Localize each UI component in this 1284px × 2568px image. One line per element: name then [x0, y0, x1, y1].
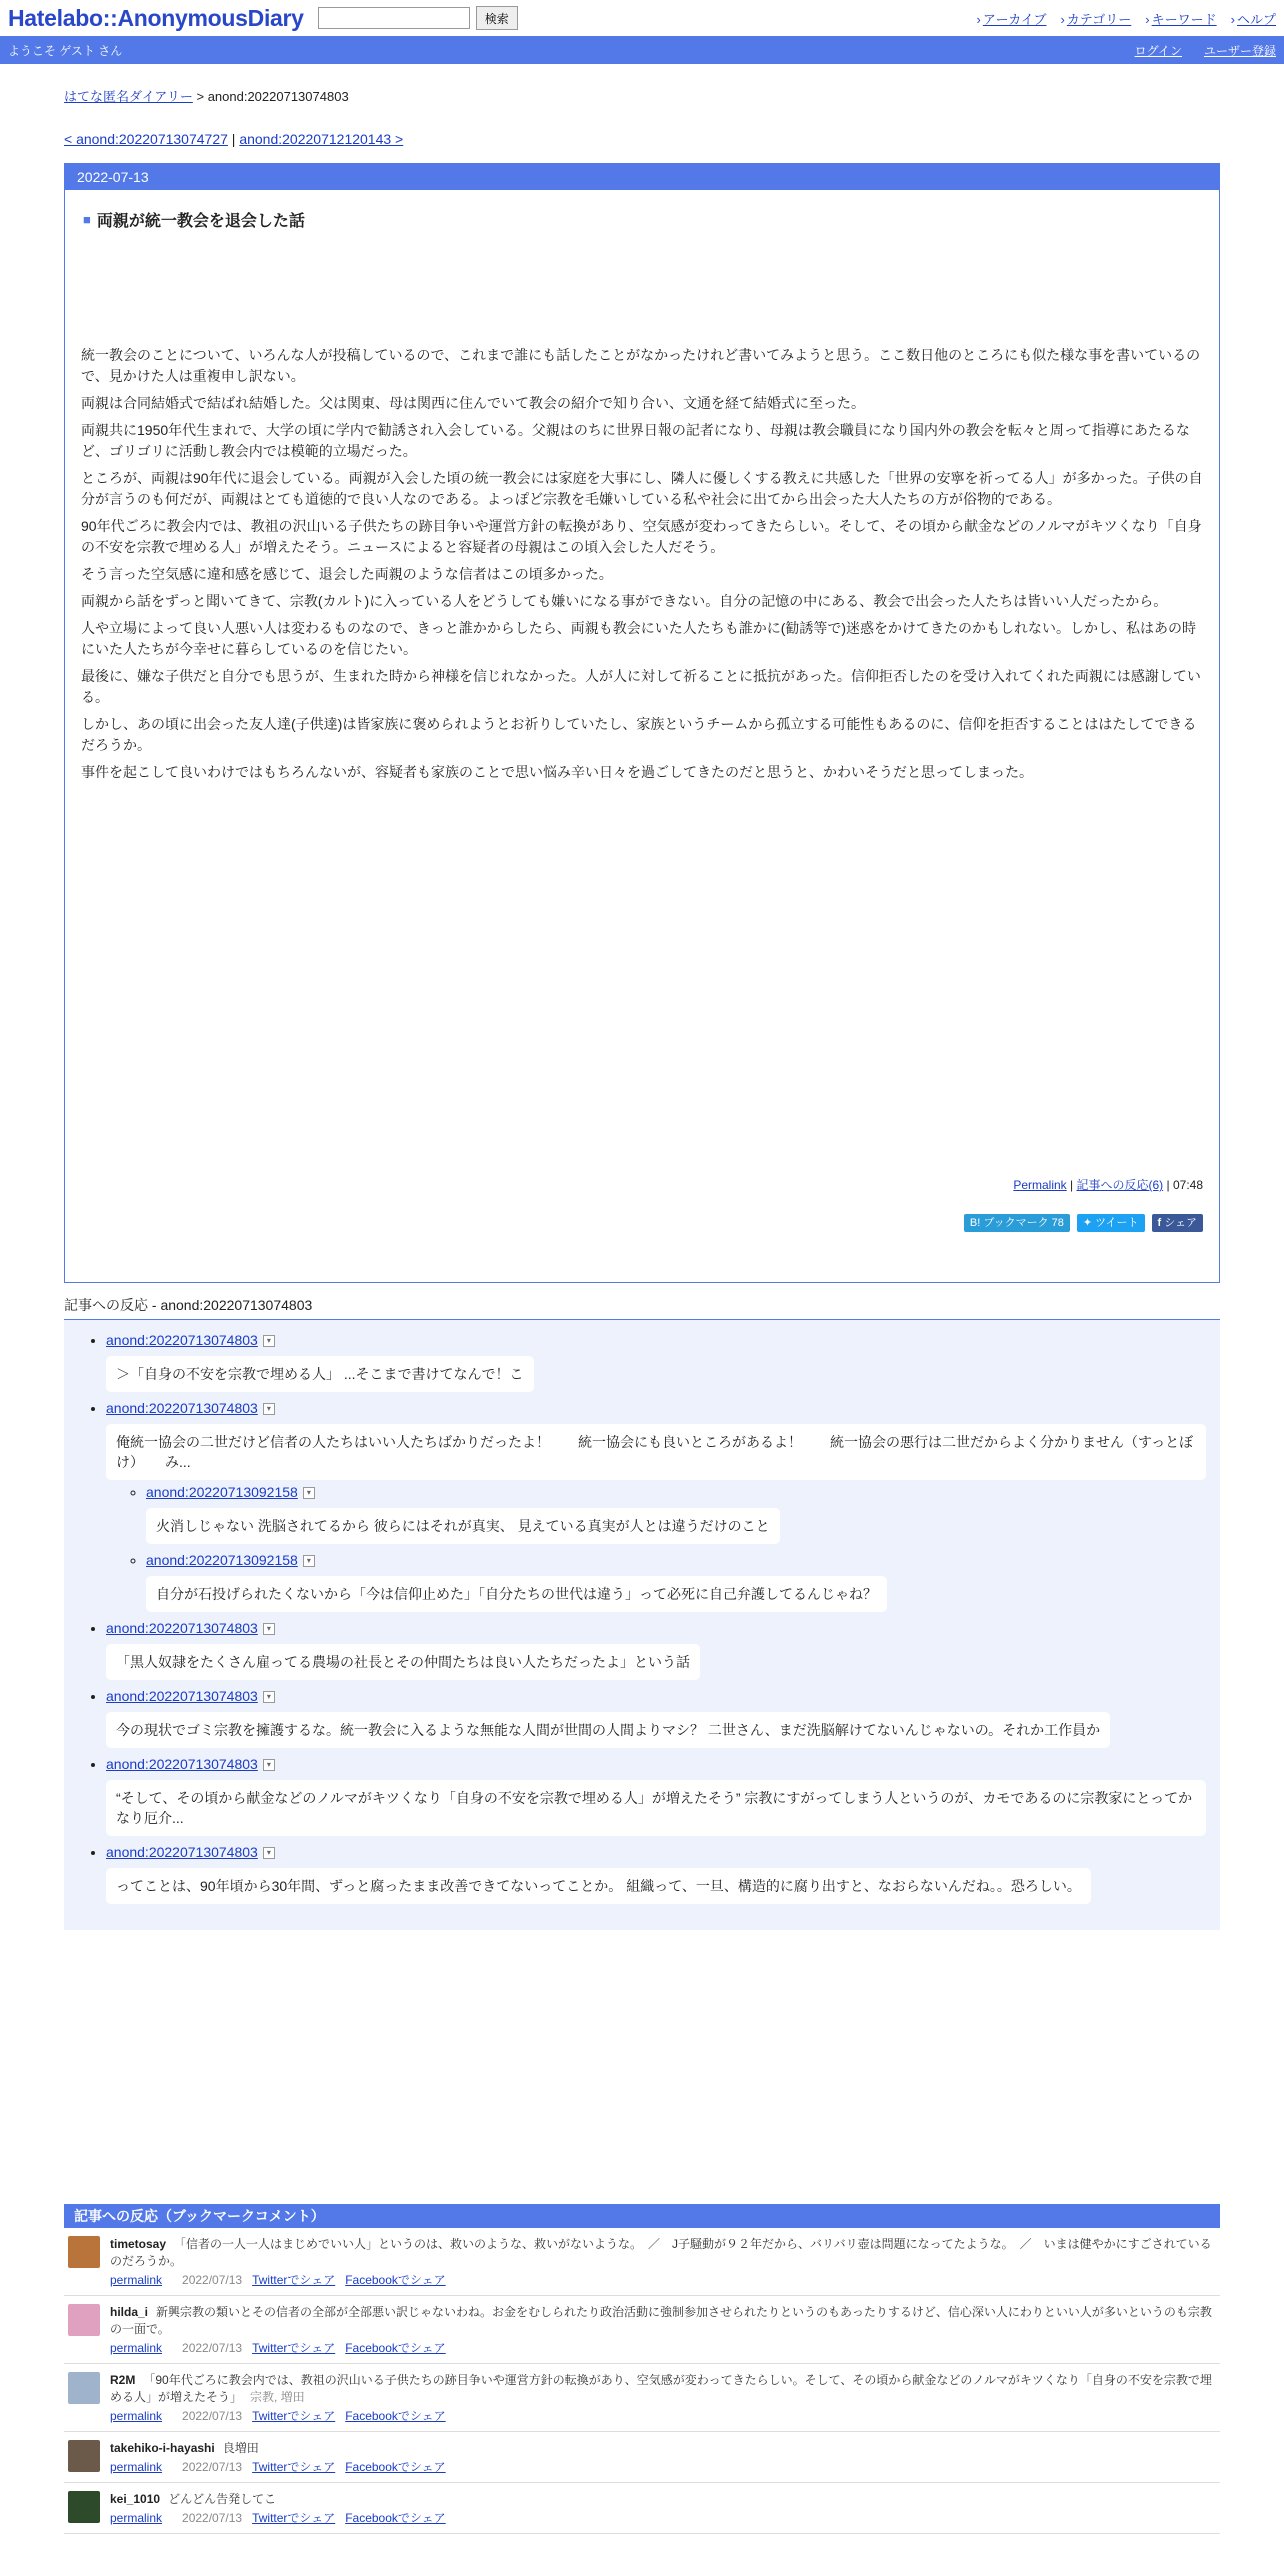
entry-paragraph: 両親から話をずっと聞いてきて、宗教(カルト)に入っている人をどうしても嫌いになる事ができない。自分の記憶の中にある、教会で出会った人たちは皆いい人だったから。: [81, 593, 1168, 609]
bookmark-date: 2022/07/13: [182, 2460, 243, 2474]
avatar[interactable]: [68, 2491, 100, 2523]
entry-paragraph: 最後に、嫌な子供だと自分でも思うが、生まれた時から神様を信じれなかった。人が人に対して祈ることに抵抗があった。信仰拒否したのを受け入れてくれた両親には感謝している。: [81, 668, 1201, 705]
bookmark-meta: [110, 2272, 1216, 2289]
share-buttons: [964, 1214, 1203, 1232]
reaction-item: [106, 1620, 1206, 1680]
bookmark-user[interactable]: hilda_i: [110, 2305, 149, 2319]
dropdown-icon[interactable]: ▾: [303, 1555, 315, 1567]
breadcrumb-current: anond:20220713074803: [207, 89, 349, 104]
bookmark-item: [64, 2432, 1220, 2483]
reaction-excerpt: ってことは、90年頃から30年間、ずっと腐ったまま改善できてないってことか。 組織って、一旦、構造的に腐り出すと、なおらないんだね。。恐ろしい。: [106, 1868, 1091, 1904]
share-facebook-link[interactable]: Facebookでシェア: [345, 2511, 446, 2525]
bookmark-tags[interactable]: 宗教, 増田: [250, 2390, 305, 2404]
bookmark-permalink[interactable]: permalink: [110, 2341, 163, 2355]
welcome-bar: [0, 36, 1284, 64]
bookmark-user[interactable]: takehiko-i-hayashi: [110, 2441, 215, 2455]
breadcrumb: [64, 86, 1220, 105]
reaction-link[interactable]: anond:20220713092158: [146, 1484, 298, 1500]
reactions-link[interactable]: 記事への反応(6): [1076, 1178, 1164, 1192]
reactions-list: [64, 1320, 1220, 1930]
reaction-excerpt: “そして、その頃から献金などのノルマがキツくなり「自身の不安を宗教で埋める人」が増えたそう” 宗教にすがってしまう人というのが、カモであるのに宗教家にとってかなり厄介...: [106, 1780, 1206, 1836]
reaction-excerpt: 自分が石投げられたくないから「今は信仰止めた」「自分たちの世代は違う」って必死に自己弁護してるんじゃね？: [146, 1576, 887, 1612]
reaction-link[interactable]: anond:20220713092158: [146, 1552, 298, 1568]
entry-paragraph: そう言った空気感に違和感を感じて、退会した両親のような信者はこの頃多かった。: [81, 566, 613, 582]
dropdown-icon[interactable]: ▾: [263, 1759, 275, 1771]
register-link[interactable]: ユーザー登録: [1203, 43, 1276, 58]
reaction-excerpt: 火消しじゃない 洗脳されてるから 彼らにはそれが真実、 見えている真実が人とは違うだけのこと: [146, 1508, 780, 1544]
login-link[interactable]: ログイン: [1134, 43, 1182, 58]
bookmark-user[interactable]: timetosay: [110, 2237, 167, 2251]
avatar[interactable]: [68, 2372, 100, 2404]
reaction-link[interactable]: anond:20220713074803: [106, 1332, 258, 1348]
prev-entry-link[interactable]: < anond:20220713074727: [64, 131, 228, 147]
avatar[interactable]: [68, 2440, 100, 2472]
bookmark-list: [64, 2228, 1220, 2534]
avatar[interactable]: [68, 2304, 100, 2336]
share-twitter-link[interactable]: Twitterでシェア: [252, 2511, 336, 2525]
dropdown-icon[interactable]: ▾: [263, 1691, 275, 1703]
bookmark-date: 2022/07/13: [182, 2273, 243, 2287]
bookmark-permalink[interactable]: permalink: [110, 2511, 163, 2525]
bookmark-meta: [110, 2459, 456, 2476]
entry-body: [65, 190, 1219, 1282]
pager: [64, 131, 1220, 147]
reactions-heading: 記事への反応 - anond:20220713074803: [64, 1295, 1220, 1320]
bookmark-meta: [110, 2510, 456, 2527]
reaction-item: [106, 1844, 1206, 1904]
tweet-label: ツイート: [1095, 1217, 1139, 1229]
main-content: [64, 86, 1220, 1930]
top-bar: [0, 0, 1284, 36]
bookmark-item: [64, 2483, 1220, 2534]
reaction-excerpt: 「黒人奴隷をたくさん雇ってる農場の社長とその仲間たちは良い人たちだったよ」という話: [106, 1644, 700, 1680]
search-input[interactable]: [318, 7, 470, 29]
share-twitter-link[interactable]: Twitterでシェア: [252, 2341, 336, 2355]
share-twitter-link[interactable]: Twitterでシェア: [252, 2460, 336, 2474]
footer-separator: |: [1070, 1178, 1074, 1192]
entry-paragraph: 両親共に1950年代生まれで、大学の頃に学内で勧誘され入会している。父親はのちに世界日報の記者になり、母親は教会職員になり国内外の教会を転々と周って指導にあたるなど、ゴリゴリに活動し教会内では模範的立場だった。: [81, 422, 1190, 459]
reaction-child-item: [146, 1484, 1206, 1544]
bookmark-comment: 「信者の一人一人はまじめでいい人」というのは、救いのような、救いがないような。 ／ J子騒動が９２年だから、バリバリ壺は問題になってたような。 ／ いまは健やかにすごされているのだろうか。: [110, 2237, 1212, 2268]
reaction-item: [106, 1688, 1206, 1748]
bookmark-comment: 「90年代ごろに教会内では、教祖の沢山いる子供たちの跡目争いや運営方針の転換があり、空気感が変わってきたらしい。そして、その頃から献金などのノルマがキツくなり「自身の不安を宗教で埋める人」が増えたそう」: [110, 2373, 1212, 2404]
bookmark-item: [64, 2228, 1220, 2296]
reaction-excerpt: ＞「自身の不安を宗教で埋める人」 ...そこまで書けてなんで！こ: [106, 1356, 534, 1392]
entry-paragraph: 両親は合同結婚式で結ばれ結婚した。父は関東、母は関西に住んでいて教会の紹介で知り合い、文通を経て結婚式に至った。: [81, 395, 865, 411]
dropdown-icon[interactable]: ▾: [263, 1403, 275, 1415]
nav-archive[interactable]: › アーカイブ: [977, 9, 1047, 28]
reaction-child-item: [146, 1552, 1206, 1612]
bookmark-body: [110, 2372, 1216, 2425]
bookmark-item: [64, 2296, 1220, 2364]
bookmark-comments: [64, 2204, 1220, 2534]
section-square-icon[interactable]: ■: [83, 212, 91, 227]
bookmark-comment: どんどん告発してこ: [168, 2492, 277, 2506]
share-facebook-link[interactable]: Facebookでシェア: [345, 2341, 446, 2355]
twitter-bird-icon: ✦: [1082, 1217, 1093, 1229]
search-button[interactable]: 検索: [476, 6, 518, 30]
bookmark-body: [110, 2304, 1216, 2357]
entry-paragraph: 事件を起こして良いわけではもちろんないが、容疑者も家族のことで思い悩み辛い日々を過ごしてきたのだと思うと、かわいそうだと思ってしまった。: [81, 764, 1033, 780]
reaction-excerpt: 俺統一協会の二世だけど信者の人たちはいい人たちばかりだったよ！ 統一協会にも良いところがあるよ！ 統一協会の悪行は二世だからよく分かりません（すっとぼけ） み...: [106, 1424, 1206, 1480]
entry-text: [81, 345, 1203, 783]
share-facebook-link[interactable]: Facebookでシェア: [345, 2409, 446, 2423]
top-nav: [977, 9, 1276, 28]
bookmark-comment: 新興宗教の類いとその信者の全部が全部悪い訳じゃないわね。お金をむしられたり政治活動に強制参加させられたりというのもあったりするけど、信心深い人にわりといい人が多いというのも宗教の一面で。: [110, 2305, 1212, 2336]
bookmark-comments-heading: 記事への反応（ブックマークコメント）: [64, 2204, 1220, 2228]
reaction-link[interactable]: anond:20220713074803: [106, 1844, 258, 1860]
reaction-link[interactable]: anond:20220713074803: [106, 1756, 258, 1772]
nav-help[interactable]: › ヘルプ: [1231, 9, 1276, 28]
dropdown-icon[interactable]: ▾: [263, 1623, 275, 1635]
bookmark-date: 2022/07/13: [182, 2409, 243, 2423]
bookmark-body: [110, 2236, 1216, 2289]
hatena-bookmark-button[interactable]: B! ブックマーク 78: [964, 1214, 1070, 1232]
facebook-share-button[interactable]: [1152, 1214, 1203, 1232]
bookmark-body: [110, 2440, 456, 2476]
entry-time: 07:48: [1172, 1178, 1203, 1192]
next-entry-link[interactable]: anond:20220712120143 >: [239, 131, 404, 147]
reaction-link[interactable]: anond:20220713074803: [106, 1688, 258, 1704]
site-logo[interactable]: Hatelabo::AnonymousDiary: [8, 4, 304, 31]
bookmark-date: 2022/07/13: [182, 2511, 243, 2525]
bookmark-date: 2022/07/13: [182, 2341, 243, 2355]
reaction-item: [106, 1332, 1206, 1392]
share-facebook-link[interactable]: Facebookでシェア: [345, 2273, 446, 2287]
dropdown-icon[interactable]: ▾: [303, 1487, 315, 1499]
reaction-link[interactable]: anond:20220713074803: [106, 1400, 258, 1416]
entry-title-text: 両親が統一教会を退会した話: [96, 213, 305, 230]
entry-footer: [1013, 1176, 1203, 1193]
entry-title: [83, 208, 1203, 231]
bookmark-body: [110, 2491, 456, 2527]
pager-separator: |: [231, 131, 236, 147]
entry-paragraph: 90年代ごろに教会内では、教祖の沢山いる子供たちの跡目争いや運営方針の転換があり、空気感が変わってきたらしい。そして、その頃から献金などのノルマがキツくなり「自身の不安を宗教で埋める人」が増えたそう。ニュースによると容疑者の母親はこの頃入会した人だそう。: [81, 518, 1202, 555]
entry-paragraph: 人や立場によって良い人悪い人は変わるものなので、きっと誰かからしたら、両親も教会にいた人たちも誰かに(勧誘等で)迷惑をかけてきたのかもしれない。しかし、私はあの時にいた人たちが今幸せに暮らしているのを信じたい。: [81, 620, 1197, 657]
tweet-button[interactable]: [1077, 1214, 1145, 1232]
bookmark-comment: 良増田: [222, 2441, 259, 2455]
entry-paragraph: 統一教会のことについて、いろんな人が投稿しているので、これまで誰にも話したことがなかったけれど書いてみようと思う。ここ数日他のところにも似た様な事を書いているので、見かけた人は重複申し訳ない。: [81, 347, 1201, 384]
breadcrumb-root[interactable]: はてな匿名ダイアリー: [64, 89, 193, 104]
day-date: 2022-07-13: [65, 164, 1219, 190]
footer-separator: |: [1166, 1178, 1170, 1192]
bookmark-meta: [110, 2340, 1216, 2357]
facebook-icon: f: [1157, 1217, 1162, 1229]
bookmark-item: [64, 2364, 1220, 2432]
share-twitter-link[interactable]: Twitterでシェア: [252, 2273, 336, 2287]
entry-paragraph: しかし、あの頃に出会った友人達(子供達)は皆家族に褒められようとお祈りしていたし、家族というチームから孤立する可能性もあるのに、信仰を拒否することははたしてできるだろうか。: [81, 716, 1197, 753]
nav-keyword[interactable]: › キーワード: [1145, 9, 1216, 28]
bookmark-permalink[interactable]: permalink: [110, 2460, 163, 2474]
welcome-text: ようこそ ゲスト さん: [8, 43, 123, 58]
bookmark-user[interactable]: kei_1010: [110, 2492, 161, 2506]
bookmark-user[interactable]: R2M: [110, 2373, 136, 2387]
permalink[interactable]: Permalink: [1013, 1178, 1067, 1192]
entry-paragraph: ところが、両親は90年代に退会している。両親が入会した頃の統一教会には家庭を大事にし、隣人に優しくする教えに共感した「世界の安寧を祈ってる人」が多かった。子供の自分が言うのも何だが、両親はとても道徳的で良い人なのである。よっぽど宗教を毛嫌いしている私や社会に出てから出会った大人たちの方が俗物的である。: [81, 470, 1203, 507]
diary-day: [64, 163, 1220, 1283]
bookmark-permalink[interactable]: permalink: [110, 2409, 163, 2423]
share-facebook-link[interactable]: Facebookでシェア: [345, 2460, 446, 2474]
share-twitter-link[interactable]: Twitterでシェア: [252, 2409, 336, 2423]
reaction-excerpt: 今の現状でゴミ宗教を擁護するな。統一教会に入るような無能な人間が世間の人間よりマシ？ 二世さん、まだ洗脳解けてないんじゃないの。それか工作員か: [106, 1712, 1110, 1748]
bookmark-permalink[interactable]: permalink: [110, 2273, 163, 2287]
bookmark-meta: [110, 2408, 1216, 2425]
reaction-item: [106, 1756, 1206, 1836]
facebook-share-label: シェア: [1164, 1217, 1197, 1229]
dropdown-icon[interactable]: ▾: [263, 1847, 275, 1859]
avatar[interactable]: [68, 2236, 100, 2268]
reaction-link[interactable]: anond:20220713074803: [106, 1620, 258, 1636]
reaction-item: [106, 1400, 1206, 1612]
breadcrumb-separator: >: [196, 89, 205, 104]
nav-category[interactable]: › カテゴリー: [1060, 9, 1131, 28]
dropdown-icon[interactable]: ▾: [263, 1335, 275, 1347]
